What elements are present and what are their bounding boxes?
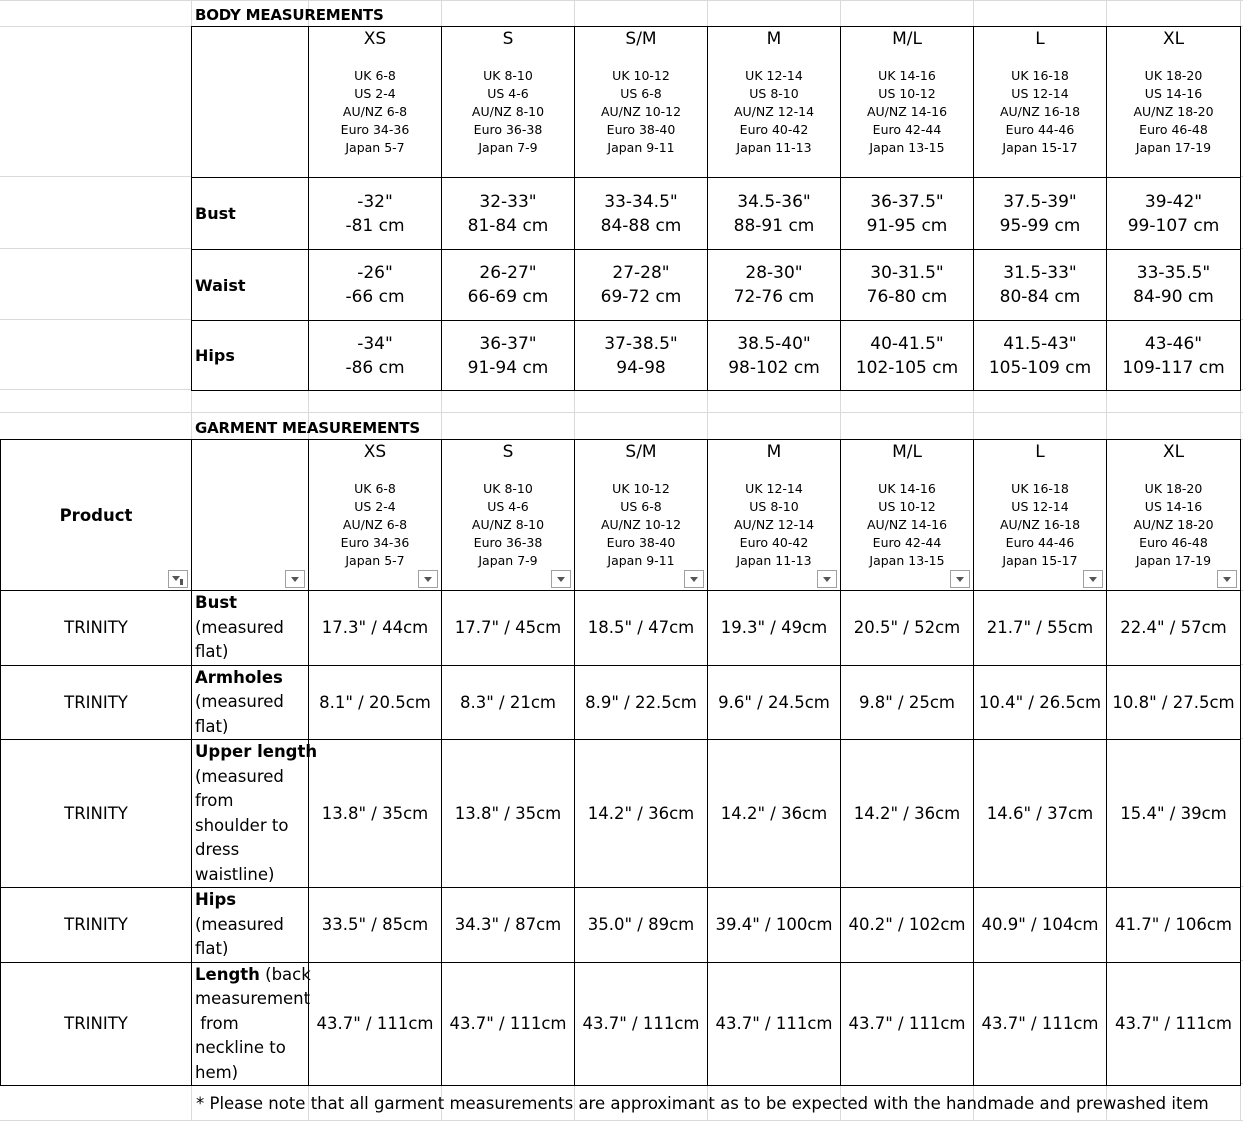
garment-measurement-cell: 15.4" / 39cm <box>1107 740 1241 888</box>
garment-measurement-cell: 8.1" / 20.5cm <box>309 665 442 740</box>
size-conversion: Japan 11-13 <box>736 140 812 155</box>
measurement-cell <box>309 250 442 321</box>
garment-measurement-cell: 35.0" / 89cm <box>575 888 708 963</box>
size-conversion: US 2-4 <box>354 499 396 514</box>
size-conversions <box>708 67 840 157</box>
label-text: dress <box>195 840 240 859</box>
size-conversion: US 8-10 <box>749 86 799 101</box>
size-conversion: UK 18-20 <box>1144 481 1203 496</box>
measurement-cell <box>1107 250 1241 321</box>
size-conversion: Japan 9-11 <box>607 140 675 155</box>
label-line <box>195 863 308 888</box>
cm-value: 69-72 cm <box>600 287 682 307</box>
label-line <box>195 888 308 913</box>
size-conversions <box>309 480 441 570</box>
inches-value: 26-27" <box>479 263 537 283</box>
size-header-cell <box>575 440 708 591</box>
garment-measurement-cell: 40.2" / 102cm <box>841 888 974 963</box>
size-conversion: AU/NZ 16-18 <box>999 104 1081 119</box>
size-conversion: Euro 40-42 <box>739 535 809 550</box>
inches-value: 37.5-39" <box>1003 191 1077 212</box>
size-conversion: Japan 15-17 <box>1002 553 1078 568</box>
inches-value: 33-34.5" <box>604 191 678 212</box>
size-conversion: AU/NZ 14-16 <box>866 104 948 119</box>
garment-measurement-cell: 8.3" / 21cm <box>442 665 575 740</box>
label-line <box>195 963 311 988</box>
label-bold: Armholes <box>195 667 283 687</box>
size-name: M/L <box>892 442 922 462</box>
size-header-cell <box>974 440 1107 591</box>
size-conversions <box>708 480 840 570</box>
size-conversion: UK 12-14 <box>745 68 803 83</box>
body-row-hips <box>192 321 1241 391</box>
label-line <box>195 1061 308 1086</box>
inches-value: 38.5-40" <box>737 333 811 354</box>
cm-value: 94-98 <box>616 357 666 378</box>
inches-value: 28-30" <box>745 263 803 283</box>
size-conversion: Euro 46-48 <box>1139 122 1208 137</box>
garment-measurement-cell: 13.8" / 35cm <box>442 740 575 888</box>
size-header-cell <box>575 27 708 178</box>
label-line <box>195 1012 308 1037</box>
size-name: S <box>502 29 514 49</box>
size-header-cell <box>841 27 974 178</box>
measurement-label <box>192 665 309 740</box>
size-header-cell <box>442 440 575 591</box>
row-label: Waist <box>192 250 309 321</box>
size-conversion: US 4-6 <box>487 86 529 101</box>
size-conversions <box>309 67 441 157</box>
size-conversion: UK 18-20 <box>1144 68 1203 83</box>
label-text: (measured <box>195 617 284 637</box>
size-name: XL <box>1162 442 1185 462</box>
size-name: S/M <box>625 29 657 49</box>
garment-measurement-cell: 19.3" / 49cm <box>708 591 841 666</box>
body-corner-cell <box>192 27 309 178</box>
inches-value: 31.5-33" <box>1003 263 1077 283</box>
body-measurements-table <box>191 26 1241 391</box>
size-conversion: US 12-14 <box>1011 86 1069 101</box>
size-conversion: US 10-12 <box>878 499 936 514</box>
label-text: flat) <box>195 642 229 661</box>
label-text: neckline to <box>195 1038 286 1057</box>
footnote: * Please note that all garment measurements are approximant as to be expected with the handmade and prewashed item <box>196 1094 1209 1113</box>
garment-row <box>1 665 1241 740</box>
garment-measurement-cell: 14.2" / 36cm <box>575 740 708 888</box>
size-conversion: AU/NZ 6-8 <box>342 517 408 532</box>
measurement-cell <box>575 250 708 321</box>
cm-value: 91-94 cm <box>467 357 549 378</box>
label-text: flat) <box>195 716 229 736</box>
garment-measurement-cell: 43.7" / 111cm <box>708 962 841 1086</box>
size-header-cell <box>1107 440 1241 591</box>
size-conversion: UK 8-10 <box>483 481 533 496</box>
inches-value: 32-33" <box>479 191 537 212</box>
cm-value: 72-76 cm <box>733 287 815 307</box>
inches-value: -34" <box>357 333 393 354</box>
size-conversion: US 12-14 <box>1011 499 1069 514</box>
garment-measurement-cell: 14.6" / 37cm <box>974 740 1107 888</box>
size-conversion: UK 14-16 <box>878 68 936 83</box>
measurement-cell <box>575 178 708 250</box>
measurement-cell <box>442 321 575 391</box>
size-conversion: Japan 11-13 <box>736 553 812 568</box>
cm-value: 80-84 cm <box>999 287 1081 307</box>
size-conversion: Euro 46-48 <box>1139 535 1208 550</box>
cm-value: 91-95 cm <box>866 215 948 236</box>
garment-measurement-cell: 43.7" / 111cm <box>442 962 575 1086</box>
measurement-cell <box>841 250 974 321</box>
size-conversions <box>1107 67 1240 157</box>
size-name: S/M <box>625 442 657 462</box>
size-conversion: US 10-12 <box>878 86 936 101</box>
garment-measurement-cell: 21.7" / 55cm <box>974 591 1107 666</box>
label-line <box>195 913 308 938</box>
inches-value: 40-41.5" <box>870 333 944 354</box>
product-header: Product <box>59 505 133 525</box>
size-conversion: Japan 17-19 <box>1135 140 1212 155</box>
label-bold: Hips <box>195 890 237 909</box>
size-conversion: Japan 9-11 <box>607 553 675 568</box>
size-header-cell <box>974 27 1107 178</box>
measurement-cell <box>708 321 841 391</box>
garment-row <box>1 591 1241 666</box>
garment-measurement-cell: 9.8" / 25cm <box>841 665 974 740</box>
garment-measurement-cell: 10.4" / 26.5cm <box>974 665 1107 740</box>
filter-dropdown-icon[interactable] <box>551 570 571 588</box>
size-conversions <box>974 480 1106 570</box>
size-conversion: AU/NZ 10-12 <box>600 104 682 119</box>
label-line <box>195 666 308 691</box>
size-conversion: US 8-10 <box>749 499 799 514</box>
label-bold: Bust <box>195 593 238 612</box>
garment-measurement-cell: 14.2" / 36cm <box>841 740 974 888</box>
cm-value: -81 cm <box>345 215 405 236</box>
filter-dropdown-icon[interactable] <box>817 570 837 588</box>
filter-dropdown-icon[interactable] <box>1083 570 1103 588</box>
cm-value: 66-69 cm <box>467 287 549 307</box>
cm-value: 109-117 cm <box>1122 357 1225 378</box>
size-name: XS <box>363 29 387 49</box>
size-conversion: Japan 17-19 <box>1135 553 1212 568</box>
label-bold: Upper length <box>195 742 318 761</box>
size-conversion: Euro 42-44 <box>872 535 942 550</box>
size-conversion: Euro 38-40 <box>606 535 676 550</box>
size-name: S <box>502 442 514 462</box>
inches-value: 33-35.5" <box>1136 263 1211 283</box>
inches-value: 34.5-36" <box>737 191 811 212</box>
filter-dropdown-icon[interactable] <box>418 570 438 588</box>
label-line <box>195 987 311 1012</box>
size-conversion: US 6-8 <box>620 86 662 101</box>
garment-row <box>1 740 1241 888</box>
garment-measurements-title: GARMENT MEASUREMENTS <box>195 419 420 437</box>
cm-value: -86 cm <box>345 357 405 378</box>
garment-measurement-cell: 43.7" / 111cm <box>974 962 1107 1086</box>
size-conversion: US 14-16 <box>1144 86 1203 101</box>
garment-measurement-cell: 17.3" / 44cm <box>309 591 442 666</box>
garment-measurement-cell: 40.9" / 104cm <box>974 888 1107 963</box>
garment-measurement-cell: 43.7" / 111cm <box>309 962 442 1086</box>
size-conversions <box>442 67 574 157</box>
label-text: (measured <box>195 766 284 786</box>
measurement-cell <box>1107 178 1241 250</box>
label-line <box>195 765 308 790</box>
label-text: (measured <box>195 914 284 934</box>
cm-value: 98-102 cm <box>728 357 820 378</box>
filter-dropdown-icon[interactable] <box>1217 570 1237 588</box>
size-conversion: UK 16-18 <box>1011 68 1069 83</box>
label-text: from <box>195 1013 239 1033</box>
size-conversion: UK 6-8 <box>354 68 396 83</box>
size-conversion: Euro 38-40 <box>606 122 676 137</box>
size-name: M <box>766 29 782 49</box>
inches-value: 36-37" <box>479 333 537 354</box>
garment-row <box>1 962 1241 1086</box>
size-conversion: Euro 34-36 <box>340 122 410 137</box>
size-conversion: Euro 40-42 <box>739 122 809 137</box>
measurement-cell <box>974 178 1107 250</box>
body-size-header-row <box>192 27 1241 178</box>
measurement-label <box>192 591 309 666</box>
label-text: from <box>195 791 234 810</box>
product-name: TRINITY <box>1 962 192 1086</box>
inches-value: 30-31.5" <box>870 263 944 283</box>
garment-measurement-cell: 33.5" / 85cm <box>309 888 442 963</box>
label-line <box>195 690 308 715</box>
label-line <box>195 937 308 962</box>
size-conversion: Euro 36-38 <box>473 535 543 550</box>
label-line <box>195 591 308 616</box>
garment-measurement-cell: 18.5" / 47cm <box>575 591 708 666</box>
size-name: XS <box>363 442 387 462</box>
size-conversion: US 4-6 <box>487 499 529 514</box>
label-line <box>195 1036 308 1061</box>
size-conversions <box>575 480 707 570</box>
inches-value: 41.5-43" <box>1003 333 1077 354</box>
product-header-cell <box>1 440 192 591</box>
garment-measurement-cell: 39.4" / 100cm <box>708 888 841 963</box>
inches-value: 39-42" <box>1144 191 1203 212</box>
garment-measurement-cell: 43.7" / 111cm <box>841 962 974 1086</box>
label-text: hem) <box>195 1062 239 1082</box>
measurement-label <box>192 962 309 1086</box>
cm-value: 81-84 cm <box>467 215 549 236</box>
measurement-cell <box>974 250 1107 321</box>
garment-measurement-cell: 9.6" / 24.5cm <box>708 665 841 740</box>
size-conversions <box>442 480 574 570</box>
inches-value: -32" <box>357 191 393 212</box>
size-conversion: Japan 13-15 <box>869 553 945 568</box>
cm-value: 84-90 cm <box>1133 287 1214 307</box>
garment-measurement-cell: 20.5" / 52cm <box>841 591 974 666</box>
size-header-cell <box>309 440 442 591</box>
filter-dropdown-icon[interactable] <box>168 570 188 588</box>
measurement-cell <box>309 178 442 250</box>
size-conversion: UK 10-12 <box>612 68 670 83</box>
size-conversion: Japan 5-7 <box>345 553 405 568</box>
size-name: L <box>1035 442 1045 462</box>
size-conversion: UK 14-16 <box>878 481 936 496</box>
size-conversions <box>575 67 707 157</box>
label-line <box>195 616 308 641</box>
body-row-waist <box>192 250 1241 321</box>
size-name: L <box>1035 29 1045 49</box>
label-text: measurement <box>195 989 311 1008</box>
garment-measurement-cell: 14.2" / 36cm <box>708 740 841 888</box>
measurement-cell <box>442 250 575 321</box>
inches-value: 43-46" <box>1144 333 1203 354</box>
garment-measurements-table <box>0 439 1241 1086</box>
product-name: TRINITY <box>1 888 192 963</box>
garment-label-header-cell <box>192 440 309 591</box>
size-conversion: Japan 7-9 <box>478 140 538 155</box>
garment-measurement-cell: 17.7" / 45cm <box>442 591 575 666</box>
body-row-bust <box>192 178 1241 250</box>
garment-measurement-cell: 43.7" / 111cm <box>1107 962 1241 1086</box>
label-line <box>195 789 308 814</box>
size-conversion: AU/NZ 18-20 <box>1133 517 1214 532</box>
size-conversion: US 2-4 <box>354 86 396 101</box>
measurement-label <box>192 888 309 963</box>
size-conversion: AU/NZ 14-16 <box>866 517 948 532</box>
size-conversion: Japan 5-7 <box>345 140 405 155</box>
size-conversions <box>841 480 973 570</box>
filter-dropdown-icon[interactable] <box>285 570 305 588</box>
product-name: TRINITY <box>1 665 192 740</box>
measurement-cell <box>841 178 974 250</box>
size-conversions <box>974 67 1106 157</box>
label-line <box>195 814 308 839</box>
size-conversion: UK 6-8 <box>354 481 396 496</box>
size-header-cell <box>708 440 841 591</box>
size-conversion: AU/NZ 12-14 <box>733 104 815 119</box>
body-measurements-title: BODY MEASUREMENTS <box>195 6 384 24</box>
size-header-cell <box>442 27 575 178</box>
garment-measurement-cell: 34.3" / 87cm <box>442 888 575 963</box>
size-header-cell <box>1107 27 1241 178</box>
inches-value: 36-37.5" <box>870 191 944 212</box>
size-conversion: AU/NZ 16-18 <box>999 517 1081 532</box>
size-conversion: Japan 15-17 <box>1002 140 1078 155</box>
size-conversion: UK 10-12 <box>612 481 670 496</box>
measurement-label <box>192 740 318 888</box>
cm-value: 95-99 cm <box>999 215 1081 236</box>
garment-size-header-row <box>1 440 1241 591</box>
measurement-cell <box>1107 321 1241 391</box>
size-header-cell <box>841 440 974 591</box>
garment-measurement-cell: 10.8" / 27.5cm <box>1107 665 1241 740</box>
inches-value: 37-38.5" <box>604 333 678 354</box>
cm-value: 88-91 cm <box>733 215 815 236</box>
row-label: Hips <box>192 321 309 391</box>
size-header-cell <box>309 27 442 178</box>
measurement-cell <box>841 321 974 391</box>
cm-value: -66 cm <box>345 287 405 307</box>
garment-measurement-cell: 22.4" / 57cm <box>1107 591 1241 666</box>
measurement-cell <box>708 178 841 250</box>
label-line <box>195 838 308 863</box>
product-name: TRINITY <box>1 740 192 888</box>
cm-value: 84-88 cm <box>600 215 682 236</box>
size-conversion: US 14-16 <box>1144 499 1203 514</box>
cm-value: 76-80 cm <box>866 287 948 307</box>
label-bold: Length <box>195 964 260 984</box>
size-conversion: UK 12-14 <box>745 481 803 496</box>
cm-value: 105-109 cm <box>988 357 1092 378</box>
row-label: Bust <box>192 178 309 250</box>
size-name: XL <box>1162 29 1185 49</box>
label-text: (back <box>259 964 311 984</box>
size-conversion: AU/NZ 10-12 <box>600 517 682 532</box>
size-conversion: AU/NZ 12-14 <box>733 517 815 532</box>
size-conversion: UK 8-10 <box>483 68 533 83</box>
size-conversion: AU/NZ 6-8 <box>342 104 408 119</box>
size-conversion: Euro 36-38 <box>473 122 543 137</box>
garment-row <box>1 888 1241 963</box>
cm-value: 102-105 cm <box>855 357 959 378</box>
size-conversion: AU/NZ 18-20 <box>1133 104 1214 119</box>
garment-measurement-cell: 8.9" / 22.5cm <box>575 665 708 740</box>
label-text: (measured <box>195 692 284 711</box>
product-name: TRINITY <box>1 591 192 666</box>
size-conversion: Euro 44-46 <box>1005 535 1075 550</box>
filter-dropdown-icon[interactable] <box>950 570 970 588</box>
size-conversion: Euro 44-46 <box>1005 122 1075 137</box>
garment-measurement-cell: 13.8" / 35cm <box>309 740 442 888</box>
measurement-cell <box>442 178 575 250</box>
cm-value: 99-107 cm <box>1127 215 1220 236</box>
size-conversion: AU/NZ 8-10 <box>471 517 545 532</box>
size-conversion: AU/NZ 8-10 <box>471 104 545 119</box>
label-text: flat) <box>195 939 229 958</box>
label-line <box>195 715 308 740</box>
size-conversion: UK 16-18 <box>1011 481 1069 496</box>
label-line <box>195 740 318 765</box>
size-conversion: Japan 13-15 <box>869 140 945 155</box>
size-header-cell <box>708 27 841 178</box>
size-conversion: Japan 7-9 <box>478 553 538 568</box>
measurement-cell <box>708 250 841 321</box>
garment-measurement-cell: 43.7" / 111cm <box>575 962 708 1086</box>
label-text: waistline) <box>195 864 275 884</box>
label-line <box>195 640 308 665</box>
filter-dropdown-icon[interactable] <box>684 570 704 588</box>
size-name: M/L <box>892 29 922 49</box>
garment-measurement-cell: 41.7" / 106cm <box>1107 888 1241 963</box>
size-conversion: Euro 42-44 <box>872 122 942 137</box>
inches-value: -26" <box>357 263 393 283</box>
size-conversion: Euro 34-36 <box>340 535 410 550</box>
inches-value: 27-28" <box>612 263 670 283</box>
size-conversions <box>1107 480 1240 570</box>
label-text: shoulder to <box>195 815 289 835</box>
size-conversion: US 6-8 <box>620 499 662 514</box>
measurement-cell <box>309 321 442 391</box>
size-name: M <box>766 442 782 462</box>
measurement-cell <box>575 321 708 391</box>
size-conversions <box>841 67 973 157</box>
measurement-cell <box>974 321 1107 391</box>
